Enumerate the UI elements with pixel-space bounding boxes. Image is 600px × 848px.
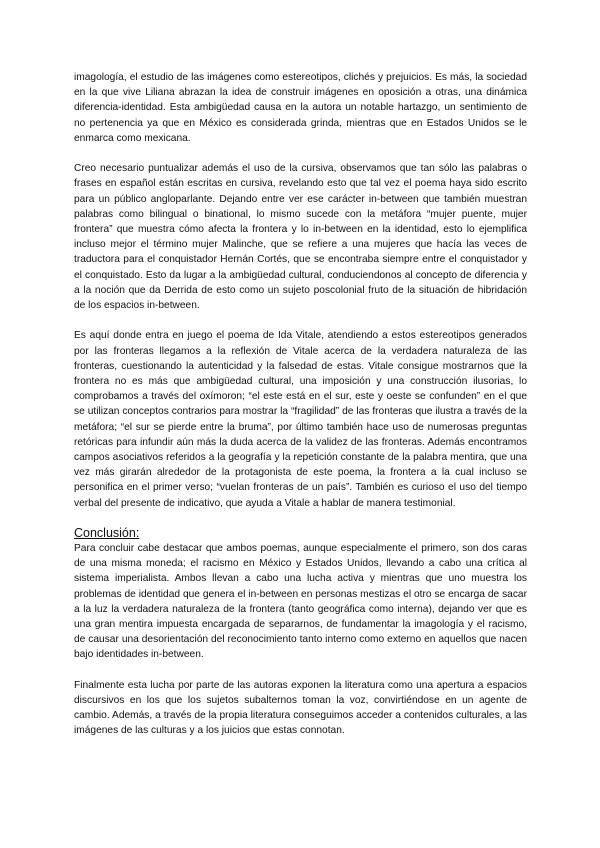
paragraph-cursiva: Creo necesario puntualizar además el uso de la cursiva, observamos que tan sólo las palabras o frases en español están escritas en cursiva, revelando esto que tal vez el poema haya sido escrito para un público angloparlante. Dejando entre ver ese carácter in-between que también muestran palabras como bilingual o binational, lo mismo sucede con la metáfora “mujer puente, mujer frontera” que muestra cómo afecta la frontera y lo in-between en la identidad, esto lo ejemplifica incluso mejor el término mujer Malinche, que se refiere a una mujeres que hacía las veces de traductora para el conquistador Hernán Cortés, que se encontraba siempre entre el conquistador y el conquistado. Esto da lugar a la ambigüedad cultural, conduciendonos al concepto de diferencia y a la noción que da Derrida de esto como un sujeto poscolonial fruto de la situación de hibridación de los espacios in-between. <box>74 163 527 312</box>
paragraph-conclusion: Para concluir cabe destacar que ambos poemas, aunque especialmente el primero, son dos caras de una misma moneda; el racismo en México y Estados Unidos, llevando a cabo una crítica al sistema imperialista. Ambos llevan a cabo una lucha activa y mientras que uno muestra los problemas de identidad que genera el in-between en personas mestizas el otro se encarga de sacar a la luz la verdadera naturaleza de la frontera (tanto geográfica como interna), dejando ver que es una gran mentira impuesta encargada de separarnos, de fundamentar la imagología y el racismo, de causar una desorientación del reconocimiento tanto interno como externo en aquellos que nacen bajo identidades in-between. <box>74 543 527 661</box>
paragraph-final: Finalmente esta lucha por parte de las autoras exponen la literatura como una apertura a espacios discursivos en los que los sujetos subalternos toman la voz, convirtiéndose en un agente de cambio. Además, a través de la propia literatura conseguimos acceder a contenidos culturales, a las imágenes de las culturas y a los juicios que estas connotan. <box>74 679 527 737</box>
document-body <box>74 70 527 754</box>
conclusion-heading: Conclusión: <box>74 526 140 541</box>
paragraph-imagologia: imagología, el estudio de las imágenes como estereotipos, clichés y prejuicios. Es más, la sociedad en la que vive Liliana abrazan la idea de construir imágenes en oposición a otras, una dinámica diferencia-identidad. Esta ambigüedad causa en la autora un notable hartazgo, un sentimiento de no pertenencia ya que en México es considerada grinda, mientras que en Estados Unidos se le enmarca como mexicana. <box>74 72 527 144</box>
paragraph-ida-vitale: Es aquí donde entra en juego el poema de Ida Vitale, atendiendo a estos estereotipos generados por las fronteras llegamos a la reflexión de Vitale acerca de la verdadera naturaleza de las fronteras, cuestionando la autenticidad y la falsedad de estas. Vitale consigue mostrarnos que la frontera no es más que ambigüedad cultural, una imposición y una construcción ilusorias, lo comprobamos a través del oxímoron; “el este está en el sur, este y oeste se confunden” en el que se utilizan conceptos contrarios para mostrar la “fragilidad” de las fronteras que ilustra a través de la metáfora; “el sur se pierde entre la bruma”, por último también hace uso de numerosas preguntas retóricas para infundir aún más la duda acerca de la validez de las fronteras. Además encontramos campos asociativos referidos a la geografía y la repetición constante de la palabra mentira, que una vez más girarán alrededor de la protagonista de este poema, la frontera a la cual incluso se personifica en el primer verso; “vuelan fronteras de un país”. También es curioso el uso del tiempo verbal del presente de indicativo, que ayuda a Vitale a hablar de manera testimonial. <box>74 330 527 509</box>
